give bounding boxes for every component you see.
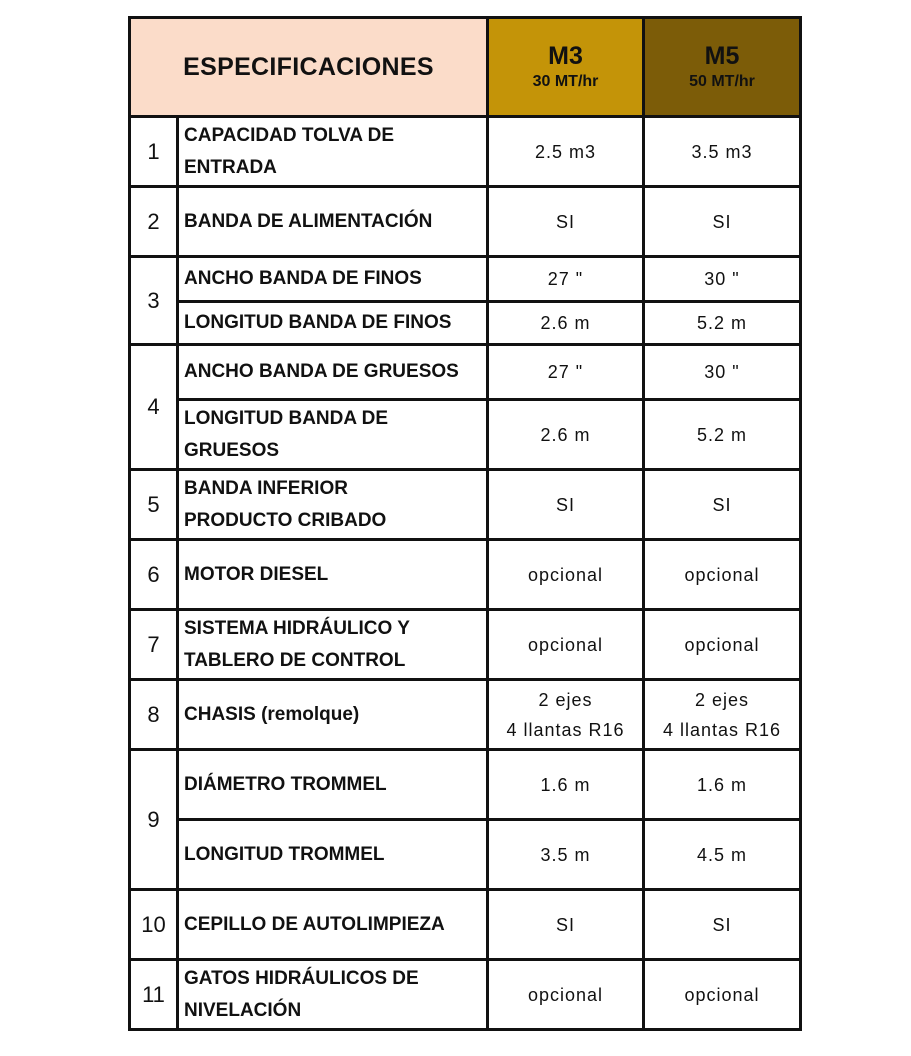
row-label: ANCHO BANDA DE GRUESOS	[178, 345, 488, 400]
row-label: BANDA DE ALIMENTACIÓN	[178, 187, 488, 257]
table-row	[130, 470, 801, 540]
row-number: 5	[130, 470, 178, 540]
m3-model: M3	[548, 42, 583, 70]
table-row	[130, 540, 801, 610]
m5-value: 5.2 m	[644, 302, 801, 345]
m3-value: opcional	[488, 610, 644, 680]
row-label: LONGITUD BANDA DE GRUESOS	[178, 400, 488, 470]
m3-value: SI	[488, 187, 644, 257]
m3-value: SI	[488, 890, 644, 960]
m3-value: 2.5 m3	[488, 117, 644, 187]
row-number: 4	[130, 345, 178, 470]
m5-value: SI	[644, 187, 801, 257]
m3-value: 3.5 m	[488, 820, 644, 890]
row-label: LONGITUD BANDA DE FINOS	[178, 302, 488, 345]
row-label: DIÁMETRO TROMMEL	[178, 750, 488, 820]
row-label: LONGITUD TROMMEL	[178, 820, 488, 890]
row-number: 11	[130, 960, 178, 1030]
row-label: GATOS HIDRÁULICOS DE NIVELACIÓN	[178, 960, 488, 1030]
row-number: 9	[130, 750, 178, 890]
table-row	[130, 187, 801, 257]
header-m5	[644, 18, 801, 117]
m3-value: opcional	[488, 960, 644, 1030]
header-m3	[488, 18, 644, 117]
m5-value: 3.5 m3	[644, 117, 801, 187]
table-row	[130, 890, 801, 960]
table-row	[130, 960, 801, 1030]
row-number: 6	[130, 540, 178, 610]
m5-value: 1.6 m	[644, 750, 801, 820]
m5-rate: 50 MT/hr	[689, 73, 755, 90]
m5-value: 2 ejes 4 llantas R16	[644, 680, 801, 750]
row-label: CAPACIDAD TOLVA DE ENTRADA	[178, 117, 488, 187]
m3-value: 2.6 m	[488, 400, 644, 470]
row-number: 1	[130, 117, 178, 187]
m5-value: opcional	[644, 540, 801, 610]
m3-rate: 30 MT/hr	[532, 73, 599, 90]
m5-value: SI	[644, 470, 801, 540]
table-row	[130, 820, 801, 890]
m5-value: 5.2 m	[644, 400, 801, 470]
m5-model: M5	[704, 42, 740, 70]
table-row	[130, 400, 801, 470]
row-label: BANDA INFERIOR PRODUCTO CRIBADO	[178, 470, 488, 540]
row-number: 8	[130, 680, 178, 750]
m5-value: 30 "	[644, 257, 801, 302]
m3-value: SI	[488, 470, 644, 540]
m5-value: 4.5 m	[644, 820, 801, 890]
row-label: CEPILLO DE AUTOLIMPIEZA	[178, 890, 488, 960]
row-number: 2	[130, 187, 178, 257]
table-row	[130, 680, 801, 750]
row-number: 3	[130, 257, 178, 345]
row-number: 7	[130, 610, 178, 680]
row-label: MOTOR DIESEL	[178, 540, 488, 610]
m5-value: SI	[644, 890, 801, 960]
m3-value: opcional	[488, 540, 644, 610]
specifications-table	[128, 16, 802, 1031]
m3-value: 27 "	[488, 345, 644, 400]
row-label: CHASIS (remolque)	[178, 680, 488, 750]
header-row	[130, 18, 801, 117]
table-row	[130, 610, 801, 680]
row-label: ANCHO BANDA DE FINOS	[178, 257, 488, 302]
m3-value: 1.6 m	[488, 750, 644, 820]
row-number: 10	[130, 890, 178, 960]
m3-value: 27 "	[488, 257, 644, 302]
row-label: SISTEMA HIDRÁULICO Y TABLERO DE CONTROL	[178, 610, 488, 680]
table-row	[130, 257, 801, 302]
header-title: ESPECIFICACIONES	[130, 18, 488, 117]
table-row	[130, 117, 801, 187]
m5-value: opcional	[644, 960, 801, 1030]
m5-value: 30 "	[644, 345, 801, 400]
m3-value: 2 ejes 4 llantas R16	[488, 680, 644, 750]
table-row	[130, 750, 801, 820]
m3-value: 2.6 m	[488, 302, 644, 345]
m5-value: opcional	[644, 610, 801, 680]
table-row	[130, 345, 801, 400]
table-row	[130, 302, 801, 345]
